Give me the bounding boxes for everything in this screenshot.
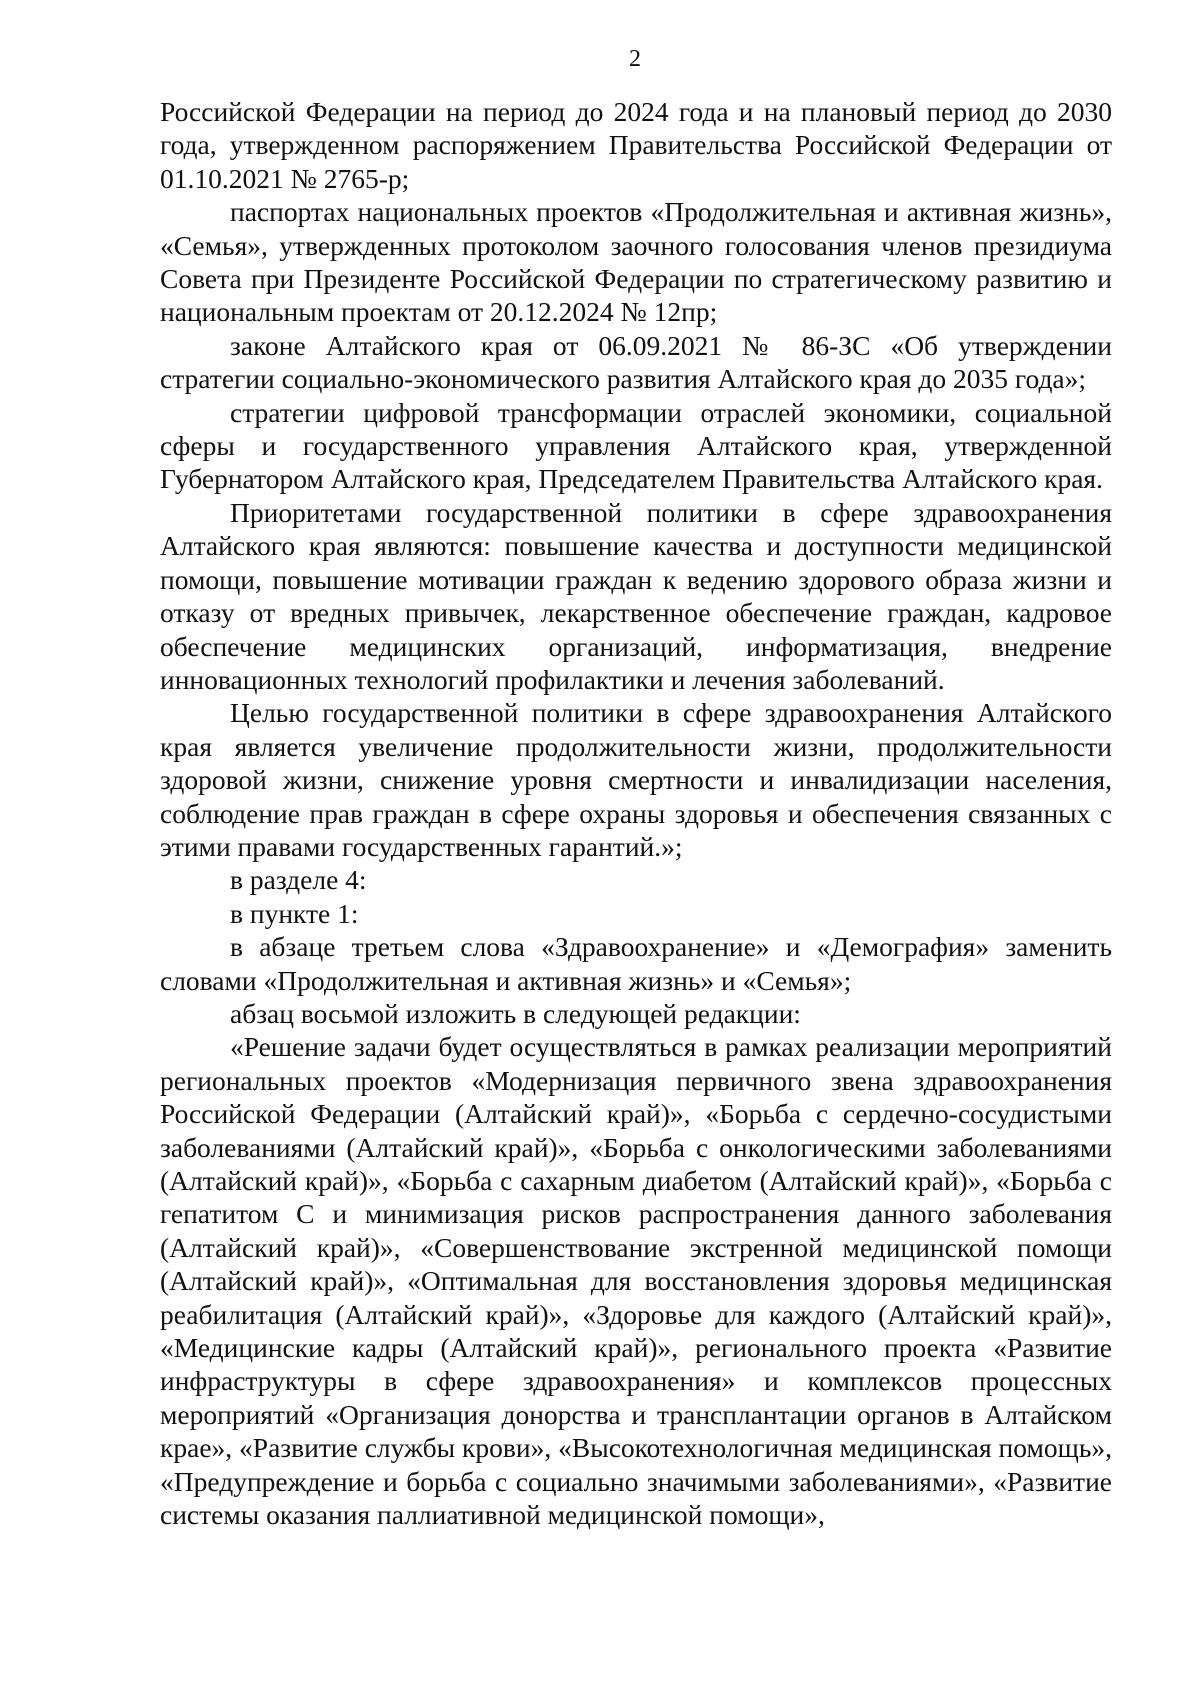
- paragraph-replace-words: в абзаце третьем слова «Здравоохранение» и «Демография» заменить словами «Продолжительная и активная жизнь» и «Семья»;: [160, 931, 1112, 996]
- paragraph-digital-strategy: стратегии цифровой трансформации отраслей экономики, социальной сферы и государственного управления Алтайского края, утвержденной Губернатором Алтайского края, Председателем Правительства Алтайского края.: [160, 396, 1112, 495]
- paragraph-section-4: в разделе 4:: [230, 864, 367, 896]
- paragraph-eighth-abzac: абзац восьмой изложить в следующей редакции:: [230, 997, 801, 1029]
- paragraph-policy-goal: Целью государственной политики в сфере здравоохранения Алтайского края является увеличение продолжительности жизни, продолжительности здоровой жизни, снижение уровня смертности и инвалидизации населения, соблюдение прав граждан в сфере охраны здоровья и обеспечения связанных с этими правами государственных гарантий.»;: [160, 697, 1112, 862]
- paragraph-altai-law: законе Алтайского края от 06.09.2021 № 86-ЗС «Об утверждении стратегии социально-экономического развития Алтайского края до 2035 года»;: [160, 329, 1112, 395]
- page-number: 2: [629, 46, 641, 72]
- document-body: [160, 95, 1112, 1531]
- paragraph-item-1: в пункте 1:: [230, 897, 359, 929]
- paragraph-continuation: Российской Федерации на период до 2024 года и на плановый период до 2030 года, утвержденном распоряжением Правительства Российской Федерации от 01.10.2021 № 2765-р;: [160, 96, 1112, 194]
- paragraph-priorities: Приоритетами государственной политики в сфере здравоохранения Алтайского края являются: повышение качества и доступности медицинской помощи, повышение мотивации граждан к ведению здорового образа жизни и отказу от вредных привычек, лекарственное обеспечение граждан, кадровое обеспечение медицинских организаций, информатизация, внедрение инновационных технологий профилактики и лечения заболеваний.: [160, 496, 1112, 695]
- paragraph-regional-projects: «Решение задачи будет осуществляться в рамках реализации мероприятий региональных проектов «Модернизация первичного звена здравоохранения Российской Федерации (Алтайский край)», «Борьба с сердечно-сосудистыми заболеваниями (Алтайский край)», «Борьба с онкологическими заболеваниями (Алтайский край)», «Борьба с сахарным диабетом (Алтайский край)», «Борьба с гепатитом С и минимизация рисков распространения данного заболевания (Алтайский край)», «Совершенствование экстренной медицинской помощи (Алтайский край)», «Оптимальная для восстановления здоровья медицинская реабилитация (Алтайский край)», «Здоровье для каждого (Алтайский край)», «Медицинские кадры (Алтайский край)», регионального проекта «Развитие инфраструктуры в сфере здравоохранения» и комплексов процессных мероприятий «Организация донорства и трансплантации органов в Алтайском крае», «Развитие службы крови», «Высокотехнологичная медицинская помощь», «Предупреждение и борьба с социально значимыми заболеваниями», «Развитие системы оказания паллиативной медицинской помощи»,: [160, 1031, 1112, 1531]
- paragraph-national-projects-passports: паспортах национальных проектов «Продолжительная и активная жизнь», «Семья», утвержденных протоколом заочного голосования членов президиума Совета при Президенте Российской Федерации по стратегическому развитию и национальным проектам от 20.12.2024 № 12пр;: [160, 196, 1112, 328]
